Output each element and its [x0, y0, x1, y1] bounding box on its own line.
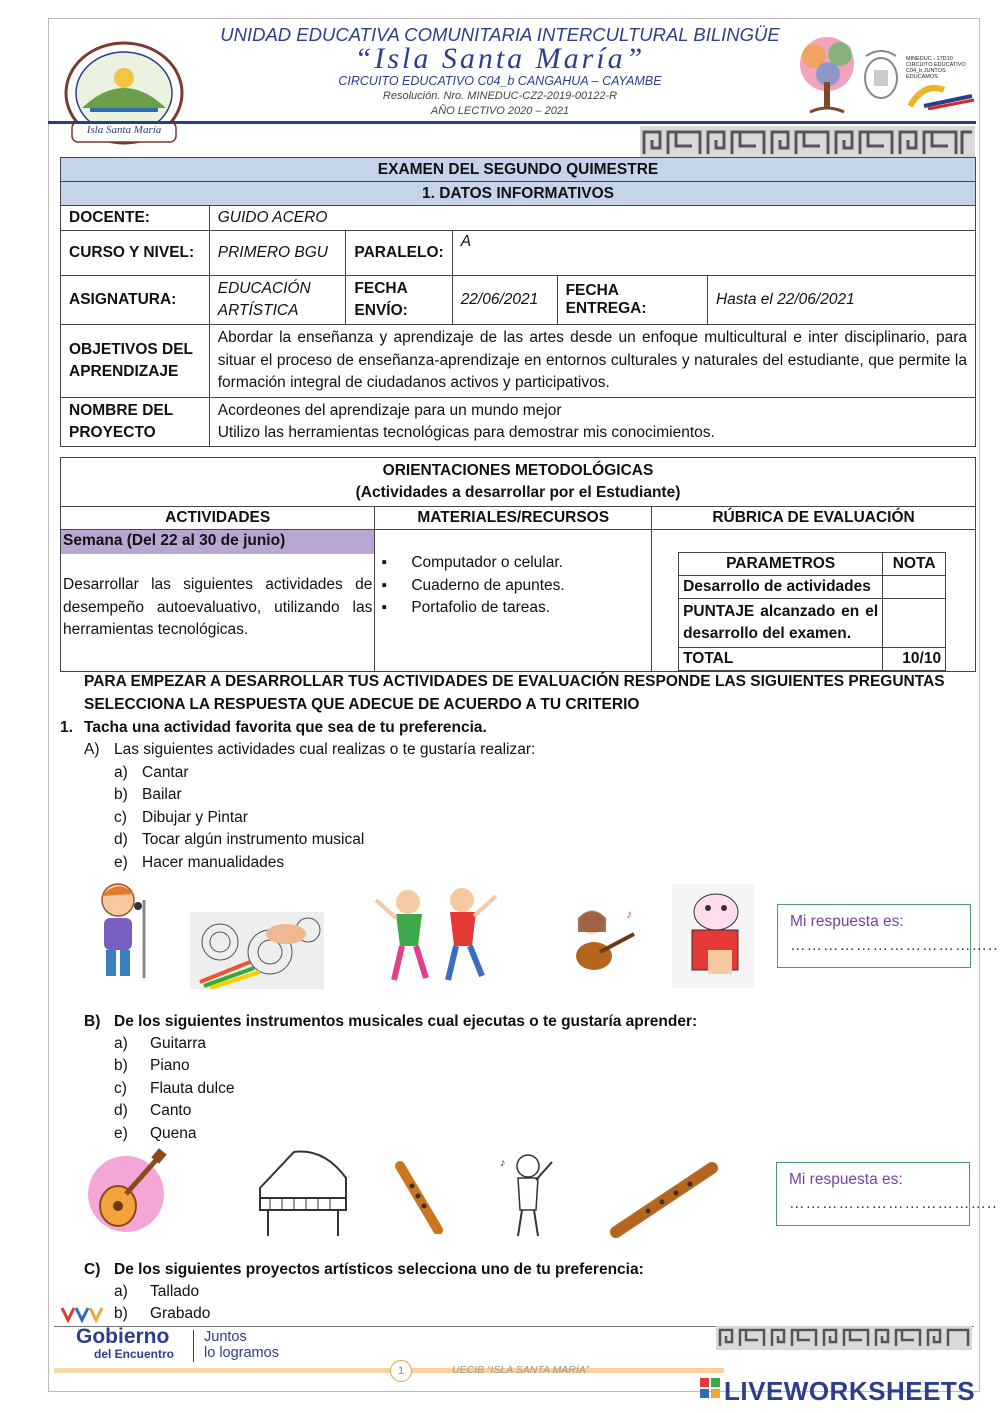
orientaciones-table — [60, 457, 976, 672]
week-label: Semana (Del 22 al 30 de junio) — [61, 530, 374, 554]
objetivos-value: Abordar la enseñanza y aprendizaje de las artes desde un enfoque multicultural e inter disciplinario, para situar el proceso de enseñanza-aprendizaje en entornos culturales y naturales del estudiante, que permite la formación integral de ciudadanos activos y participativos. — [209, 325, 975, 398]
rubric-nota-cell[interactable] — [883, 576, 946, 599]
materials-list — [381, 554, 645, 618]
option-cantar[interactable]: Cantar — [142, 764, 189, 781]
proyecto-line-2: Utilizo las herramientas tecnológicas para demostrar mis conocimientos. — [217, 423, 715, 441]
institution-name: UNIDAD EDUCATIVA COMUNITARIA INTERCULTURAL BILINGÜE — [220, 24, 780, 45]
mineduc-logo-text: MINEDUC - 17D10 CIRCUITO EDUCATIVO C04_b JUNTOS EDUCAMOS — [906, 56, 966, 80]
rubric-row-puntaje: PUNTAJE alcanzado en el desarrollo del examen. — [679, 599, 883, 648]
section-a-text: Las siguientes actividades cual realizas o te gustaría realizar: — [114, 741, 536, 758]
fecha-entrega-label: FECHA ENTREGA: — [557, 276, 707, 325]
option-instrumento[interactable]: Tocar algún instrumento musical — [142, 831, 365, 848]
option-letter: a) — [114, 1035, 128, 1052]
answer-label: Mi respuesta es: — [789, 1171, 903, 1188]
slogan-line2: lo logramos — [204, 1345, 279, 1361]
option-letter: c) — [114, 1080, 127, 1097]
asignatura-label: ASIGNATURA: — [61, 276, 210, 325]
answer-label: Mi respuesta es: — [790, 913, 904, 930]
quena-image — [608, 1160, 720, 1242]
material-item: ▪ Cuaderno de apuntes. — [381, 576, 565, 594]
liveworksheets-brand: LIVEWORKSHEETS — [724, 1376, 976, 1406]
option-letter: d) — [114, 1102, 128, 1119]
greek-pattern-top — [640, 126, 975, 158]
orient-subtitle: (Actividades a desarrollar por el Estudiante) — [355, 484, 681, 501]
col-activities: ACTIVIDADES — [61, 507, 375, 530]
rubric-row-activities: Desarrollo de actividades — [679, 576, 883, 599]
col-materials: MATERIALES/RECURSOS — [375, 507, 652, 530]
rubric-total-label: TOTAL — [679, 648, 883, 671]
guitar-image — [86, 1148, 170, 1234]
proyecto-line-1: Acordeones del aprendizaje para un mundo mejor — [217, 401, 562, 419]
option-letter: d) — [114, 831, 128, 848]
section-c-text: De los siguientes proyectos artísticos selecciona uno de tu preferencia: — [114, 1261, 644, 1278]
footer-color-band — [54, 1362, 724, 1372]
header-divider — [48, 121, 976, 124]
option-dibujar[interactable]: Dibujar y Pintar — [142, 809, 248, 826]
answer-box-b[interactable] — [776, 1162, 998, 1226]
activity-text: Desarrollar las siguientes actividades de desempeño autoevaluativo, utilizando las herramientas tecnológicas. — [63, 576, 373, 638]
question-1-text: Tacha una actividad favorita que sea de tu preferencia. — [84, 719, 487, 736]
gov-logo-line1: Gobierno — [76, 1325, 170, 1348]
option-guitarra[interactable]: Guitarra — [150, 1035, 206, 1052]
singer-image — [496, 1150, 560, 1240]
svg-text:♪: ♪ — [626, 907, 632, 921]
slogan-line1: Juntos — [204, 1329, 247, 1345]
section-c-letter: C) — [84, 1261, 101, 1278]
liveworksheets-logo-icon — [700, 1376, 722, 1406]
datos-table — [60, 157, 976, 447]
option-piano[interactable]: Piano — [150, 1057, 190, 1074]
rubric-param-header: PARAMETROS — [679, 553, 883, 576]
rubric-nota-header: NOTA — [883, 553, 946, 576]
fecha-entrega-value: Hasta el 22/06/2021 — [707, 276, 975, 325]
school-year: AÑO LECTIVO 2020 – 2021 — [430, 105, 570, 117]
footer-school: UECIB “ISLA SANTA MARÍA” — [452, 1364, 590, 1376]
question-1-number: 1. — [60, 719, 73, 736]
col-rubric: RÚBRICA DE EVALUACIÓN — [652, 507, 976, 530]
piano-image — [254, 1148, 354, 1240]
ecuador-coat-of-arms — [858, 46, 904, 104]
option-quena[interactable]: Quena — [150, 1125, 197, 1142]
page-number: 1 — [390, 1360, 412, 1382]
answer-box-a[interactable] — [777, 904, 999, 968]
intro-line-1: PARA EMPEZAR A DESARROLLAR TUS ACTIVIDADES DE EVALUACIÓN RESPONDE LAS SIGUIENTES PREGUNTAS — [84, 673, 945, 690]
exam-title: EXAMEN DEL SEGUNDO QUIMESTRE — [61, 158, 976, 182]
rubric-table — [678, 552, 946, 671]
option-letter: b) — [114, 1057, 128, 1074]
option-letter: e) — [114, 854, 128, 871]
section-b-letter: B) — [84, 1013, 101, 1030]
answer-line[interactable]: ……………………………….. — [790, 937, 999, 954]
option-letter: b) — [114, 786, 128, 803]
material-item: ▪ Portafolio de tareas. — [381, 599, 551, 616]
guitar-girl-image — [560, 904, 642, 976]
material-item: ▪ Computador o celular. — [381, 554, 563, 571]
orient-title: ORIENTACIONES METODOLÓGICAS — [382, 462, 654, 479]
option-canto[interactable]: Canto — [150, 1102, 192, 1119]
paralelo-value: A — [452, 231, 975, 276]
greek-pattern-bottom — [716, 1326, 972, 1350]
svg-text:♪: ♪ — [500, 1157, 506, 1169]
resolution-text: Resolución. Nro. MINEDUC-CZ2-2019-00122-R — [382, 90, 618, 102]
option-bailar[interactable]: Bailar — [142, 786, 182, 803]
school-name: “Isla Santa María” — [354, 42, 646, 75]
singing-kid-image — [94, 880, 154, 982]
option-flauta[interactable]: Flauta dulce — [150, 1080, 235, 1097]
dancing-kids-image — [366, 880, 506, 990]
rubric-total-value: 10/10 — [883, 648, 946, 671]
option-letter: c) — [114, 809, 127, 826]
section-title: 1. DATOS INFORMATIVOS — [61, 182, 976, 206]
answer-line[interactable]: ……………………………….. — [789, 1195, 998, 1212]
gov-decoration-icon — [60, 1302, 104, 1326]
option-manualidades[interactable]: Hacer manualidades — [142, 854, 285, 871]
section-b-text: De los siguientes instrumentos musicales cual ejecutas o te gustaría aprender: — [114, 1013, 698, 1030]
option-tallado[interactable]: Tallado — [150, 1283, 200, 1300]
school-logo — [60, 38, 188, 156]
mineduc-logo — [904, 52, 976, 112]
docente-value: GUIDO ACERO — [209, 206, 975, 231]
option-letter: e) — [114, 1125, 128, 1142]
circuit-text: CIRCUITO EDUCATIVO C04_b CANGAHUA – CAYAMBE — [338, 74, 662, 88]
intro-line-2: SELECCIONA LA RESPUESTA QUE ADECUE DE ACUERDO A TU CRITERIO — [84, 696, 640, 713]
option-letter: a) — [114, 1283, 128, 1300]
proyecto-label: NOMBRE DEL PROYECTO — [61, 397, 210, 446]
curso-value: PRIMERO BGU — [209, 231, 346, 276]
option-grabado[interactable]: Grabado — [150, 1305, 211, 1322]
handicraft-drawing-image — [672, 884, 754, 988]
docente-label: DOCENTE: — [61, 206, 210, 231]
asignatura-value: EDUCACIÓN ARTÍSTICA — [209, 276, 346, 325]
curso-label: CURSO Y NIVEL: — [61, 231, 210, 276]
section-a-letter: A) — [84, 741, 100, 758]
logo-caption: Isla Santa María — [86, 124, 162, 136]
tree-logo — [792, 34, 862, 116]
fecha-envio-value: 22/06/2021 — [452, 276, 557, 325]
paralelo-label: PARALELO: — [346, 231, 452, 276]
coloring-image — [190, 912, 324, 989]
objetivos-label: OBJETIVOS DEL APRENDIZAJE — [61, 325, 210, 398]
gov-logo-separator — [193, 1330, 194, 1362]
option-letter: b) — [114, 1305, 128, 1322]
gov-logo-line2: del Encuentro — [94, 1347, 175, 1361]
option-letter: a) — [114, 764, 128, 781]
recorder-flute-image — [372, 1160, 466, 1234]
fecha-envio-label: FECHA ENVÍO: — [346, 276, 452, 325]
rubric-nota-cell[interactable] — [883, 599, 946, 648]
